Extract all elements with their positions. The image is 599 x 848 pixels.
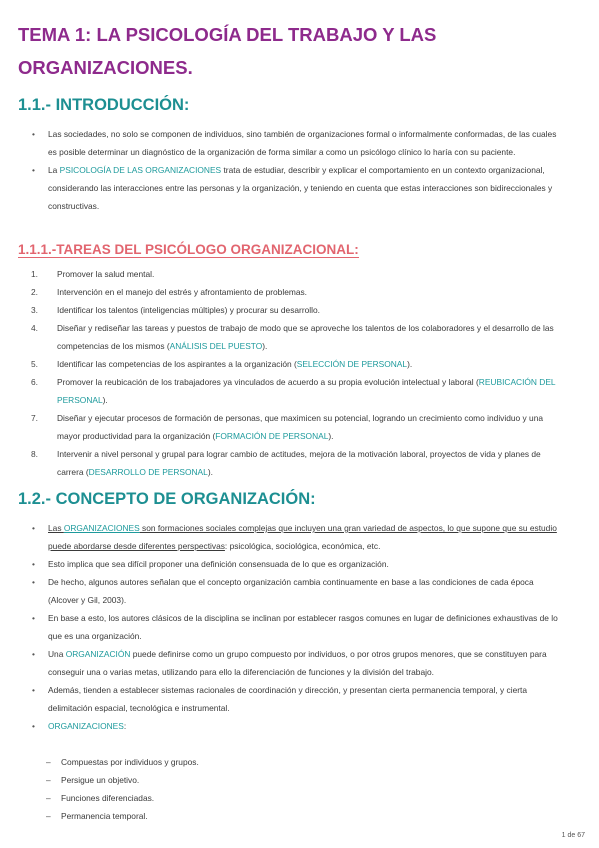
section-heading-concepto: 1.2.- CONCEPTO DE ORGANIZACIÓN: [18,490,316,508]
bullet-icon: • [32,129,35,139]
intro-bullet-list [0,125,599,215]
bullet-icon: • [32,523,35,533]
list-item: • Una ORGANIZACIÓN puede definirse como un grupo compuesto por individuos, o por otros grupos menores, que se constituyen para conseguir una o varias metas, utilizando para ello la diferenciación de funciones y la división del trabajo. [0,645,599,681]
highlighted-term: ORGANIZACIONES [48,721,124,731]
list-item: 8. Intervenir a nivel personal y grupal para lograr cambio de actitudes, mejora de la motivación laboral, proyectos de vida y planes de carrera (DESARROLLO DE PERSONAL). [31,449,541,477]
bullet-icon: • [32,685,35,695]
list-item: • La PSICOLOGÍA DE LAS ORGANIZACIONES trata de estudiar, describir y explicar el comportamiento en un contexto organizacional, considerando las interacciones entre las personas y la organización, y teniendo en cuenta que estas interacciones son bidireccionales y constructivas. [0,161,599,215]
list-item: • Esto implica que sea difícil proponer una definición consensuada de lo que es organización. [0,555,599,573]
organization-features-list [0,753,599,825]
list-item: • De hecho, algunos autores señalan que el concepto organización cambia continuamente en base a las condiciones de cada época (Alcover y Gil, 2003). [0,573,599,609]
page-title: TEMA 1: LA PSICOLOGÍA DEL TRABAJO Y LAS ORGANIZACIONES. [18,24,437,78]
section-heading-introduccion: 1.1.- INTRODUCCIÓN: [18,96,190,114]
list-item: 2. Intervención en el manejo del estrés y afrontamiento de problemas. [31,287,307,297]
list-item: 7. Diseñar y ejecutar procesos de formación de personas, que maximicen su potencial, logrando un crecimiento como individuo y una mayor productividad para la organización (FORMACIÓN DE PERSONAL). [31,413,544,441]
highlighted-term: ORGANIZACIONES [63,523,140,533]
bullet-icon: • [32,165,35,175]
list-item: • Además, tienden a establecer sistemas racionales de coordinación y dirección, y presentan cierta permanencia temporal, y cierta delimitación espacial, tecnológica e instrumental. [0,681,599,717]
list-item: 5. Identificar las competencias de los aspirantes a la organización (SELECCIÓN DE PERSONAL). [31,359,413,369]
bullet-icon: • [32,721,35,731]
list-item: 6. Promover la reubicación de los trabajadores ya vinculados de acuerdo a su propia evolución intelectual y laboral (REUBICACIÓN DEL PERSONAL). [31,377,556,405]
list-item: 4. Diseñar y rediseñar las tareas y puestos de trabajo de modo que se aproveche los talentos de los colaboradores y el desarrollo de las competencias de los mismos (ANÁLISIS DEL PUESTO). [31,323,554,351]
list-item: – Persigue un objetivo. [0,771,599,789]
bullet-icon: • [32,577,35,587]
dash-icon: – [46,811,51,821]
page-number: 1 de 67 [561,832,585,839]
list-item: • ORGANIZACIONES: [0,717,599,735]
dash-icon: – [46,793,51,803]
dash-icon: – [46,757,51,767]
highlighted-term: REUBICACIÓN DEL PERSONAL [57,377,556,405]
list-item: – Funciones diferenciadas. [0,789,599,807]
list-item: • Las ORGANIZACIONES son formaciones sociales complejas que incluyen una gran variedad de aspectos, lo que supone que su estudio puede abordarse desde diferentes perspectivas: psicológica, sociológica, económica, etc. [0,519,599,555]
bullet-icon: • [32,559,35,569]
highlighted-term: ORGANIZACIÓN [65,649,131,659]
dash-icon: – [46,775,51,785]
highlighted-term: ANÁLISIS DEL PUESTO [169,341,263,351]
subsection-heading-tareas: 1.1.1.-TAREAS DEL PSICÓLOGO ORGANIZACIONAL: [18,242,359,257]
bullet-icon: • [32,613,35,623]
highlighted-term: SELECCIÓN DE PERSONAL [296,359,408,369]
tasks-numbered-list [0,265,599,481]
bullet-icon: • [32,649,35,659]
highlighted-term: PSICOLOGÍA DE LAS ORGANIZACIONES [59,165,222,175]
list-item: – Compuestas por individuos y grupos. [0,753,599,771]
list-item: • En base a esto, los autores clásicos de la disciplina se inclinan por establecer rasgos comunes en lugar de definiciones exhaustivas de lo que es una organización. [0,609,599,645]
highlighted-term: DESARROLLO DE PERSONAL [88,467,208,477]
list-item: • Las sociedades, no solo se componen de individuos, sino también de organizaciones formal o informalmente conformadas, de las cuales es posible determinar un diagnóstico de la organización de forma similar a como un psicólogo clínico lo haría con su paciente. [0,125,599,161]
concept-bullet-list [0,519,599,735]
list-item: – Permanencia temporal. [0,807,599,825]
list-item: 3. Identificar los talentos (inteligencias múltiples) y procurar su desarrollo. [31,305,320,315]
highlighted-term: FORMACIÓN DE PERSONAL [215,431,329,441]
list-item: 1. Promover la salud mental. [31,269,155,279]
